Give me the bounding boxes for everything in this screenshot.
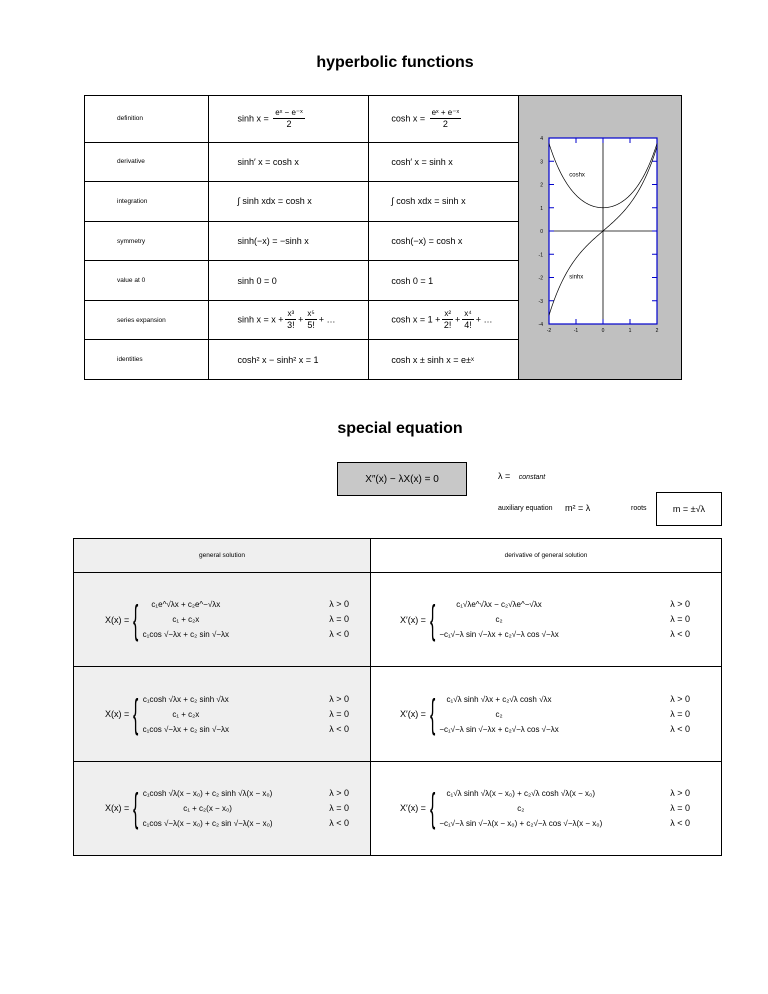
general-solution-cell [74,573,371,667]
derivative-solution-cell [371,761,722,855]
series-label-coshx: coshx [569,172,585,179]
y-tick-label: 1 [540,205,544,212]
left-brace: { [429,692,436,737]
solution-case: −c₁√−λ sin √−λ(x − x₀) + c₂√−λ cos √−λ(x − x₀) [439,818,603,828]
derivative-solution-cell [371,667,722,761]
solution-table [73,538,722,856]
solution-lhs: X(x) = [105,614,130,625]
roots-label: roots [631,505,647,512]
solution-case: c₁ + c₂x [172,709,200,719]
row-label-integration: integration [85,182,209,222]
lambda-condition: λ < 0 [329,723,349,734]
left-brace: { [429,597,436,642]
roots-box [656,492,722,526]
general-solution-cell [74,761,371,855]
lambda-condition: λ > 0 [329,787,349,798]
cosh-value-at-0: cosh 0 = 1 [369,261,519,301]
lambda-condition: λ < 0 [670,817,690,828]
solution-case: c₁ + c₂x [172,615,200,625]
x-tick-label: -2 [546,328,552,334]
sinh-derivative: sinh′ x = cosh x [209,142,369,182]
sinh-definition: sinh x = $\frac{\text{eˣ − e⁻ˣ}}{2}$ [209,96,369,143]
cosh-symmetry: cosh(−x) = cosh x [369,221,519,261]
y-tick-label: -2 [538,275,544,282]
header-general: general solution [74,539,371,573]
x-tick-label: -1 [573,328,579,334]
solution-case: c₁e^√λx + c₂e^−√λx [151,600,221,610]
lambda-condition: λ > 0 [329,599,349,610]
aux-equation: m² = λ [565,503,591,513]
roots-equation: m = ±√λ [672,504,706,514]
cosh-series: cosh x = 1 + $\frac{\text{x²}}{2!}$ + $\frac{\text{x⁴}}{4!}$ + … [369,300,519,340]
block-1 [74,573,722,667]
sinh-symmetry: sinh(−x) = −sinh x [209,221,369,261]
lambda-condition: λ = 0 [329,708,349,719]
solution-case: c₁ + c₂(x − x₀) [183,803,232,813]
special-equation: X″(x) − λX(x) = 0 [365,473,439,485]
lambda-condition: λ = 0 [329,614,349,625]
hyperbolic-chart [519,96,679,374]
graph-cell [519,96,682,380]
left-brace: { [133,786,139,831]
x-tick-label: 0 [601,328,605,334]
solution-case: c₁cos √−λx + c₂ sin √−λx [142,724,230,734]
block-3 [74,761,722,855]
header-derivative: derivative of general solution [371,539,722,573]
solution-case: c₁cosh √λx + c₂ sinh √λx [142,694,229,704]
cosh-identity: cosh x ± sinh x = e±ˣ [369,340,519,380]
lambda-condition: λ = 0 [329,802,349,813]
aux-label: auxiliary equation [498,505,553,512]
row-label-definition: definition [85,96,209,143]
lambda-condition: λ < 0 [670,629,690,640]
general-solution-cell [74,667,371,761]
y-tick-label: 4 [540,136,544,142]
sinh-value-at-0: sinh 0 = 0 [209,261,369,301]
lambda-condition: λ < 0 [670,723,690,734]
solution-lhs: X′(x) = [400,709,426,720]
y-tick-label: 2 [540,182,544,189]
solution-case: c₁√λ sinh √λ(x − x₀) + c₂√λ cosh √λ(x − x₀) [446,788,596,798]
special-title: special equation [337,420,463,437]
y-tick-label: 3 [540,159,544,166]
y-tick-label: -3 [538,298,544,305]
lambda-condition: λ > 0 [670,693,690,704]
solution-lhs: X′(x) = [400,614,426,625]
cosh-integration: ∫ cosh xdx = sinh x [369,182,519,222]
solution-case: c₁cos √−λx + c₂ sin √−λx [142,630,230,640]
left-brace: { [133,692,139,737]
y-tick-label: 0 [540,229,544,235]
left-brace: { [133,597,139,642]
solution-case: c₂ [495,709,503,719]
y-tick-label: -4 [538,322,544,328]
lambda-condition: λ = 0 [670,802,690,813]
sinh-series: sinh x = x + $\frac{\text{x³}}{3!}$ + $\frac{\text{x⁵}}{5!}$ + … [209,300,369,340]
sinh-identity: cosh² x − sinh² x = 1 [209,340,369,380]
y-tick-label: -1 [538,252,544,259]
sinh-integration: ∫ sinh xdx = cosh x [209,182,369,222]
hyperbolic-title: hyperbolic functions [316,54,474,71]
left-brace: { [429,786,436,831]
solution-case: c₂ [495,615,503,625]
series-label-sinhx: sinhx [569,274,584,281]
solution-case: c₁√λe^√λx − c₂√λe^−√λx [456,600,542,610]
special-equation-box [337,462,467,496]
solution-lhs: X′(x) = [400,803,426,814]
row-label-series: series expansion [85,300,209,340]
solution-case: −c₁√−λ sin √−λx + c₂√−λ cos √−λx [439,630,559,640]
hyperbolic-table [84,95,682,380]
x-tick-label: 1 [628,328,632,334]
derivative-solution-cell [371,573,722,667]
solution-case: c₁cos √−λ(x − x₀) + c₂ sin √−λ(x − x₀) [142,818,273,828]
row-label-value-at-0: value at 0 [85,261,209,301]
row-label-symmetry: symmetry [85,221,209,261]
block-2 [74,667,722,761]
row-label-identities: identities [85,340,209,380]
solution-case: −c₁√−λ sin √−λx + c₂√−λ cos √−λx [439,724,559,734]
solution-case: c₁√λ sinh √λx + c₂√λ cosh √λx [446,694,552,704]
x-tick-label: 2 [655,328,659,334]
lambda-definition: λ = constant [498,471,546,481]
lambda-condition: λ > 0 [670,599,690,610]
row-label-derivative: derivative [85,142,209,182]
lambda-condition: λ > 0 [670,787,690,798]
cosh-derivative: cosh′ x = sinh x [369,142,519,182]
lambda-condition: λ = 0 [670,614,690,625]
lambda-constant: constant [518,474,546,481]
cosh-definition: cosh x = $\frac{\text{eˣ + e⁻ˣ}}{2}$ [369,96,519,143]
solution-lhs: X(x) = [105,709,130,720]
lambda-condition: λ < 0 [329,817,349,828]
solution-case: c₂ [517,803,525,813]
lambda-condition: λ = 0 [670,708,690,719]
lambda-condition: λ > 0 [329,693,349,704]
lambda-condition: λ < 0 [329,629,349,640]
solution-case: c₁cosh √λ(x − x₀) + c₂ sinh √λ(x − x₀) [142,788,273,798]
solution-lhs: X(x) = [105,803,130,814]
